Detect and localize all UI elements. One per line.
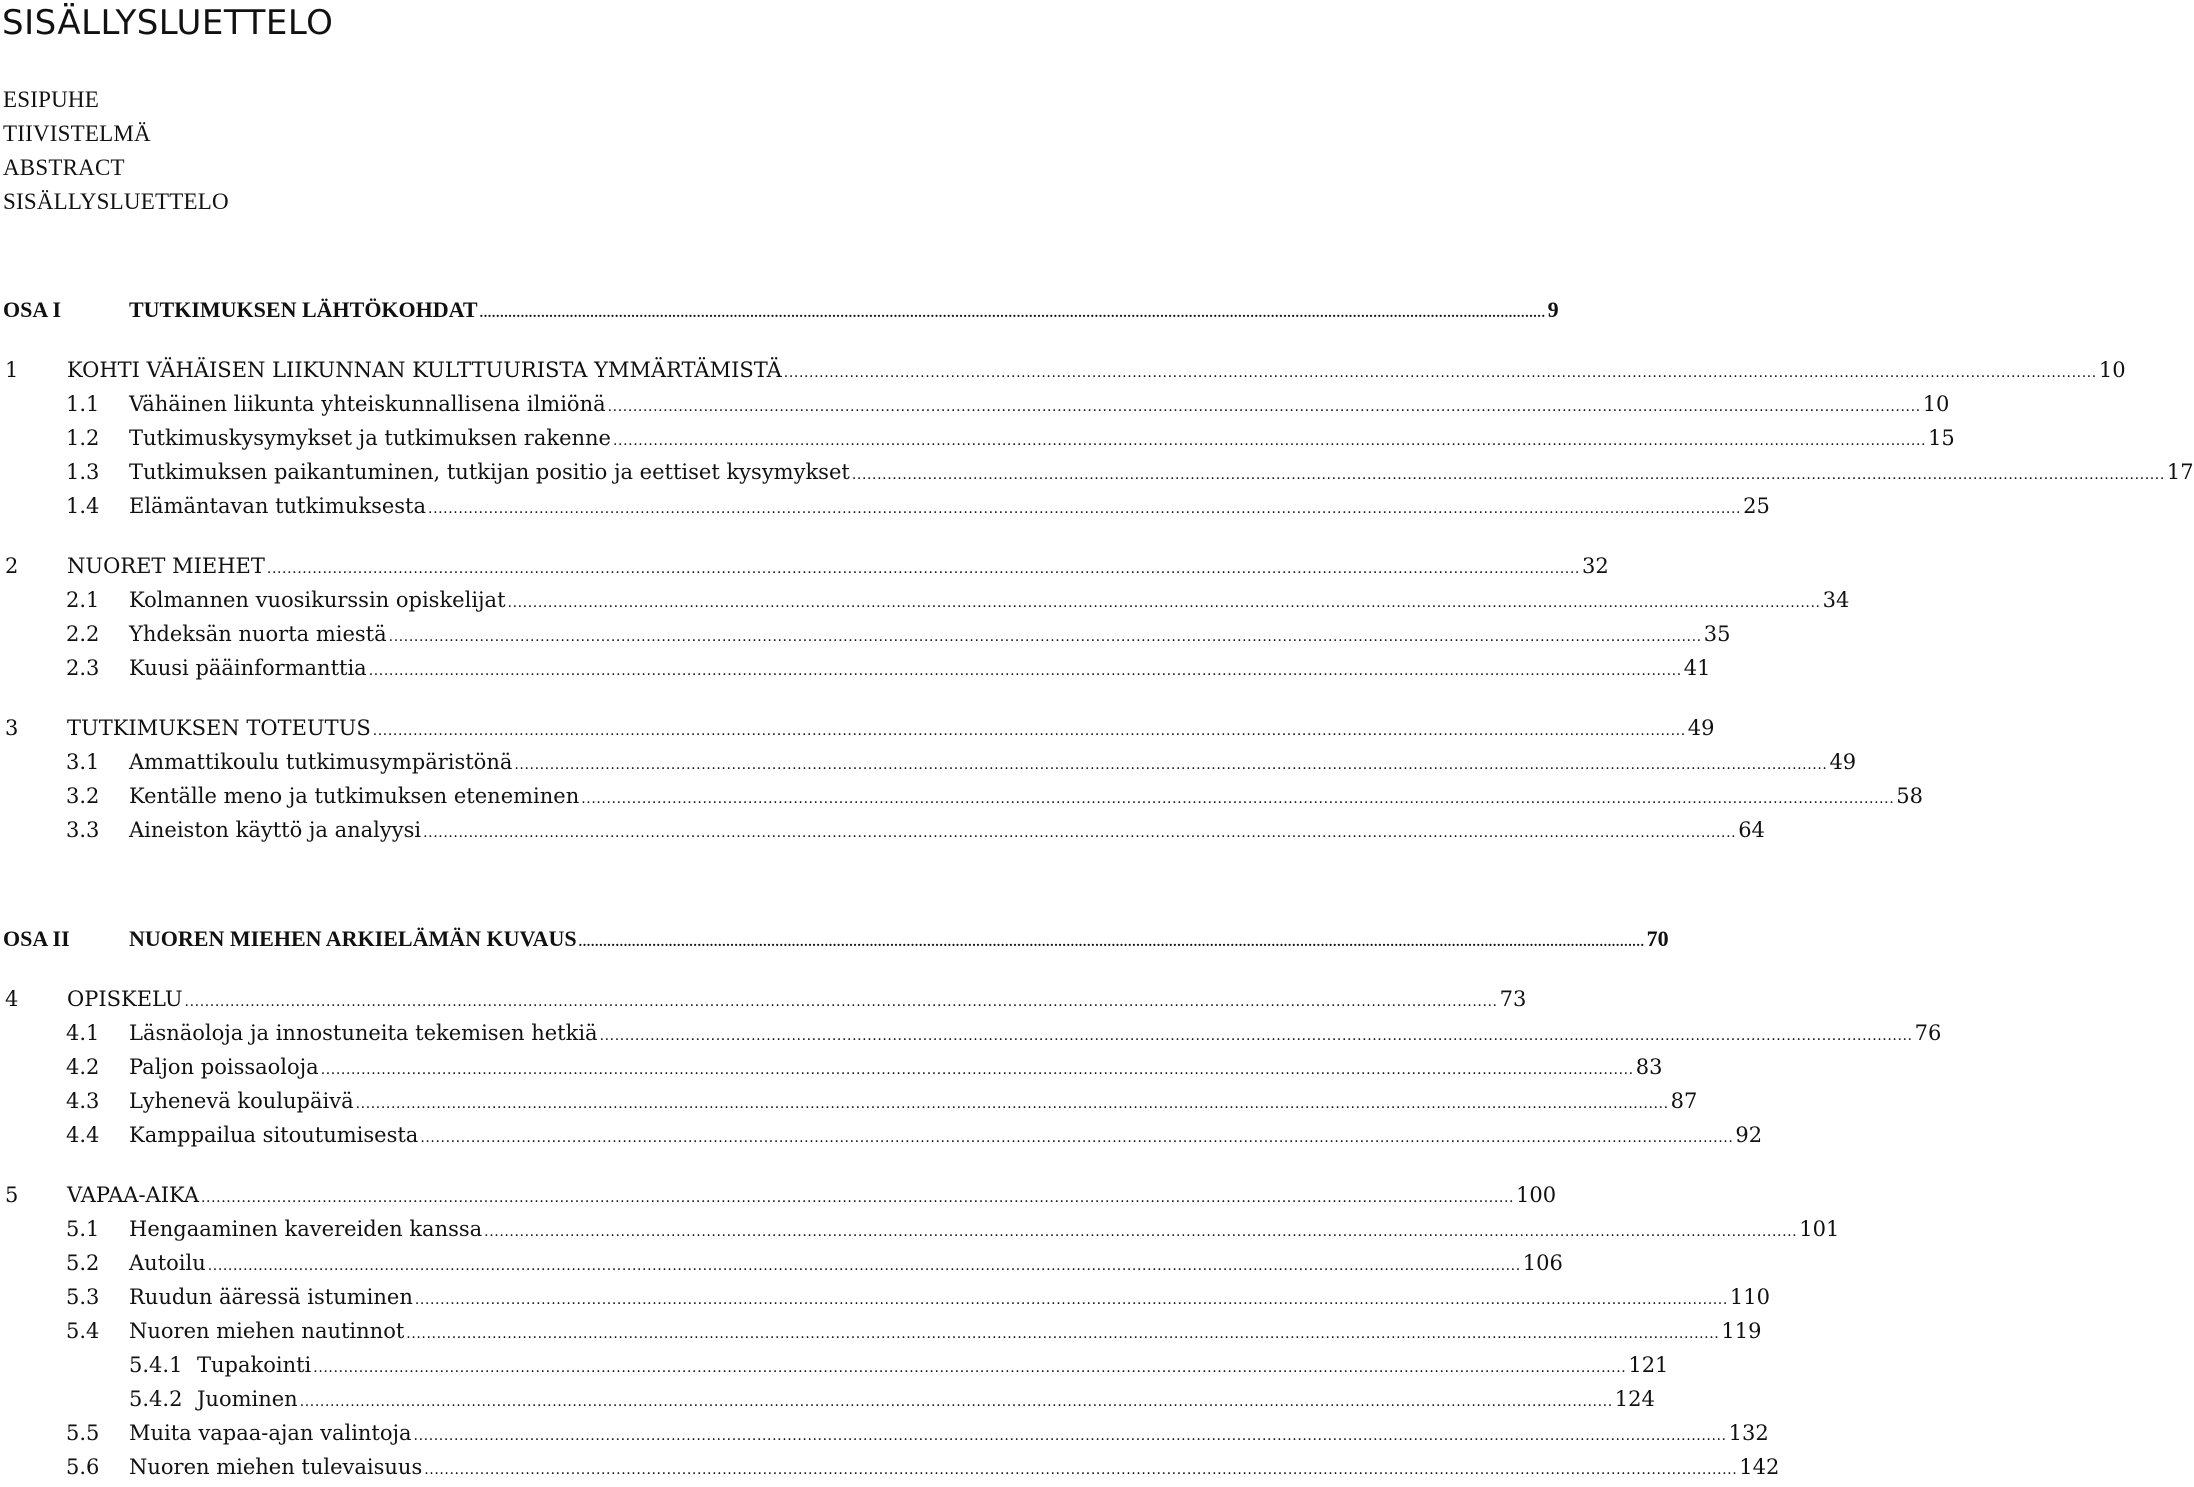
toc-entry-number: 4.1 [66, 1021, 100, 1045]
toc-entry-page: 119 [1721, 1319, 1762, 1343]
dot-leader: .................................................................................................................................................................................................................................................................... [320, 1062, 1634, 1078]
toc-entry-title: VAPAA-AIKA [67, 1183, 199, 1207]
dot-leader: .................................................................................................................................................................................................................................................................... [424, 1462, 1738, 1478]
toc-entry-number: 1.3 [66, 460, 100, 484]
toc-entry-section[interactable] [0, 1118, 1763, 1152]
toc-entry-page: 92 [1735, 1123, 1763, 1147]
toc-entry-title: Nuoren miehen tulevaisuus [129, 1455, 423, 1479]
front-matter-item[interactable]: ESIPUHE [3, 87, 99, 112]
toc-entry-title: Autoilu [129, 1251, 206, 1275]
toc-entry-number: 5.4.2 [129, 1387, 183, 1411]
toc-entry-page: 132 [1728, 1421, 1769, 1445]
toc-entry-number: 5.1 [66, 1217, 100, 1241]
toc-entry-chapter[interactable] [0, 549, 1609, 583]
toc-entry-number: 4.2 [66, 1055, 100, 1079]
dot-leader: .................................................................................................................................................................................................................................................................... [388, 629, 1702, 645]
toc-entry-section[interactable] [0, 421, 1955, 455]
toc-entry-title: Nuoren miehen nautinnot [129, 1319, 405, 1343]
toc-entry-section[interactable] [0, 1280, 1771, 1314]
dot-leader: .................................................................................................................................................................................................................................................................... [423, 825, 1737, 841]
toc-entry-page: 121 [1628, 1353, 1669, 1377]
dot-leader: .................................................................................................................................................................................................................................................................... [184, 994, 1498, 1010]
toc-entry-section[interactable] [0, 1314, 1762, 1348]
toc-entry-chapter[interactable] [0, 1178, 1557, 1212]
toc-entry-page: 17 [2166, 460, 2194, 484]
dot-leader: .................................................................................................................................................................................................................................................................... [420, 1130, 1734, 1146]
toc-entry-page: 10 [1922, 392, 1950, 416]
toc-entry-number: 4.4 [66, 1123, 100, 1147]
toc-entry-title: Ruudun ääressä istuminen [129, 1285, 413, 1309]
toc-entry-section[interactable] [0, 1416, 1769, 1450]
toc-entry-page: 15 [1928, 426, 1955, 450]
toc-entry-page: 58 [1896, 784, 1924, 808]
dot-leader: .................................................................................................................................................................................................................................................................... [514, 757, 1828, 773]
toc-entry-title: Tutkimuskysymykset ja tutkimuksen rakenne [129, 426, 611, 450]
dot-leader: .................................................................................................................................................................................................................................................................... [578, 935, 1645, 950]
toc-entry-title: Yhdeksän nuorta miestä [129, 622, 387, 646]
toc-entry-number: 1.4 [66, 494, 100, 518]
toc-entry-title: Lyhenevä koulupäivä [129, 1089, 354, 1113]
toc-entry-number: 3.2 [66, 784, 100, 808]
toc-entry-chapter[interactable] [0, 982, 1527, 1016]
dot-leader: .................................................................................................................................................................................................................................................................... [783, 365, 2097, 381]
dot-leader: .................................................................................................................................................................................................................................................................... [299, 1394, 1613, 1410]
toc-entry-title: Ammattikoulu tutkimusympäristönä [129, 750, 513, 774]
toc-entry-title: Tutkimuksen paikantuminen, tutkijan positio ja eettiset kysymykset [129, 460, 850, 484]
toc-entry-title: Kolmannen vuosikurssin opiskelijat [129, 588, 506, 612]
toc-entry-title: Vähäinen liikunta yhteiskunnallisena ilmiönä [129, 392, 606, 416]
dot-leader: .................................................................................................................................................................................................................................................................... [613, 433, 1927, 449]
dot-leader: .................................................................................................................................................................................................................................................................... [414, 1292, 1728, 1308]
front-matter-item[interactable]: SISÄLLYSLUETTELO [3, 189, 229, 214]
dot-leader: .................................................................................................................................................................................................................................................................... [266, 561, 1580, 577]
toc-entry-title: NUORET MIEHET [67, 554, 265, 578]
toc-entry-part[interactable] [0, 293, 1559, 327]
toc-entry-page: 142 [1739, 1455, 1780, 1479]
toc-entry-section[interactable] [0, 617, 1731, 651]
toc-entry-title: Juominen [197, 1387, 298, 1411]
dot-leader: .................................................................................................................................................................................................................................................................... [479, 306, 1546, 321]
toc-entry-page: 34 [1822, 588, 1850, 612]
toc-entry-number: 3 [5, 716, 19, 740]
toc-entry-title: TUTKIMUKSEN TOTEUTUS [67, 716, 371, 740]
toc-entry-number: 1.2 [66, 426, 100, 450]
dot-leader: .................................................................................................................................................................................................................................................................... [201, 1190, 1515, 1206]
dot-leader: .................................................................................................................................................................................................................................................................... [372, 723, 1686, 739]
toc-entry-page: 64 [1738, 818, 1765, 842]
toc-entry-section[interactable] [0, 387, 1950, 421]
dot-leader: .................................................................................................................................................................................................................................................................... [851, 467, 2165, 483]
toc-entry-number: OSA I [3, 297, 62, 322]
toc-entry-chapter[interactable] [0, 711, 1715, 745]
toc-entry-page: 76 [1914, 1021, 1942, 1045]
toc-entry-page: 49 [1687, 716, 1715, 740]
toc-entry-title: TUTKIMUKSEN LÄHTÖKOHDAT [129, 297, 478, 322]
toc-entry-number: 3.1 [66, 750, 100, 774]
dot-leader: .................................................................................................................................................................................................................................................................... [507, 595, 1821, 611]
toc-entry-number: 5.2 [66, 1251, 100, 1275]
toc-entry-title: Muita vapaa-ajan valintoja [129, 1421, 412, 1445]
toc-entry-page: 106 [1522, 1251, 1563, 1275]
toc-entry-title: Kamppailua sitoutumisesta [129, 1123, 419, 1147]
toc-entry-number: 2.3 [66, 656, 100, 680]
toc-entry-number: 5 [5, 1183, 19, 1207]
toc-entry-page: 25 [1743, 494, 1770, 518]
dot-leader: .................................................................................................................................................................................................................................................................... [607, 399, 1921, 415]
toc-entry-page: 101 [1799, 1217, 1840, 1241]
toc-entry-title: Kuusi pääinformanttia [129, 656, 367, 680]
toc-entry-section[interactable] [0, 1016, 1942, 1050]
toc-entry-section[interactable] [0, 651, 1711, 685]
dot-leader: .................................................................................................................................................................................................................................................................... [406, 1326, 1720, 1342]
toc-entry-page: 10 [2098, 358, 2126, 382]
toc-entry-page: 49 [1829, 750, 1857, 774]
toc-entry-section[interactable] [0, 1050, 1663, 1084]
toc-entry-title: Paljon poissaoloja [129, 1055, 319, 1079]
toc-entry-number: 2 [5, 554, 19, 578]
toc-entry-page: 83 [1635, 1055, 1663, 1079]
dot-leader: .................................................................................................................................................................................................................................................................... [413, 1428, 1727, 1444]
toc-entry-part[interactable] [0, 922, 1669, 956]
dot-leader: .................................................................................................................................................................................................................................................................... [484, 1224, 1798, 1240]
toc-entry-page: 73 [1499, 987, 1527, 1011]
dot-leader: .................................................................................................................................................................................................................................................................... [368, 663, 1682, 679]
toc-entry-number: 5.3 [66, 1285, 100, 1309]
toc-entry-section[interactable] [0, 1212, 1840, 1246]
toc-entry-page: 9 [1547, 297, 1559, 322]
toc-entry-number: 2.2 [66, 622, 100, 646]
toc-entry-title: Aineiston käyttö ja analyysi [129, 818, 422, 842]
toc-entry-title: Kentälle meno ja tutkimuksen eteneminen [129, 784, 580, 808]
toc-entry-number: OSA II [3, 926, 70, 951]
dot-leader: .................................................................................................................................................................................................................................................................... [355, 1096, 1669, 1112]
toc-entry-number: 5.5 [66, 1421, 100, 1445]
toc-entry-section[interactable] [0, 455, 2194, 489]
toc-entry-number: 5.6 [66, 1455, 100, 1479]
toc-entry-number: 5.4 [66, 1319, 100, 1343]
toc-entry-number: 5.4.1 [129, 1353, 183, 1377]
toc-entry-page: 32 [1581, 554, 1609, 578]
toc-entry-subsection[interactable] [0, 1382, 1655, 1416]
toc-entry-number: 1.1 [66, 392, 100, 416]
toc-entry-section[interactable] [0, 779, 1924, 813]
toc-entry-number: 3.3 [66, 818, 100, 842]
toc-entry-section[interactable] [0, 813, 1765, 847]
toc-entry-number: 4 [5, 987, 19, 1011]
toc-entry-page: 41 [1683, 656, 1711, 680]
toc-entry-number: 4.3 [66, 1089, 100, 1113]
toc-entry-page: 124 [1614, 1387, 1655, 1411]
toc-entry-title: Läsnäoloja ja innostuneita tekemisen hetkiä [129, 1021, 598, 1045]
toc-entry-title: Tupakointi [197, 1353, 312, 1377]
page-title: SISÄLLYSLUETTELO [2, 3, 334, 43]
toc-entry-subsection[interactable] [0, 1348, 1669, 1382]
toc-entry-title: NUOREN MIEHEN ARKIELÄMÄN KUVAUS [129, 926, 577, 951]
toc-entry-section[interactable] [0, 1246, 1563, 1280]
toc-entry-page: 35 [1703, 622, 1731, 646]
dot-leader: .................................................................................................................................................................................................................................................................... [207, 1258, 1521, 1274]
toc-entry-page: 70 [1646, 926, 1669, 951]
toc-entry-section[interactable] [0, 1450, 1780, 1484]
dot-leader: .................................................................................................................................................................................................................................................................... [599, 1028, 1913, 1044]
toc-entry-section[interactable] [0, 745, 1857, 779]
toc-entry-title: KOHTI VÄHÄISEN LIIKUNNAN KULTTUURISTA YMMÄRTÄMISTÄ [67, 358, 782, 382]
toc-entry-section[interactable] [0, 1084, 1698, 1118]
toc-entry-title: OPISKELU [67, 987, 183, 1011]
toc-entry-section[interactable] [0, 583, 1850, 617]
toc-entry-title: Hengaaminen kavereiden kanssa [129, 1217, 483, 1241]
dot-leader: .................................................................................................................................................................................................................................................................... [428, 501, 1742, 517]
dot-leader: .................................................................................................................................................................................................................................................................... [313, 1360, 1627, 1376]
toc-entry-page: 87 [1670, 1089, 1698, 1113]
dot-leader: .................................................................................................................................................................................................................................................................... [581, 791, 1895, 807]
front-matter-item[interactable]: ABSTRACT [3, 155, 125, 180]
toc-entry-section[interactable] [0, 489, 1770, 523]
toc-entry-chapter[interactable] [0, 353, 2126, 387]
front-matter-item[interactable]: TIIVISTELMÄ [3, 121, 151, 146]
toc-entry-number: 2.1 [66, 588, 100, 612]
toc-entry-page: 100 [1516, 1183, 1557, 1207]
toc-entry-number: 1 [5, 358, 19, 382]
toc-entry-title: Elämäntavan tutkimuksesta [129, 494, 427, 518]
toc-entry-page: 110 [1729, 1285, 1771, 1309]
